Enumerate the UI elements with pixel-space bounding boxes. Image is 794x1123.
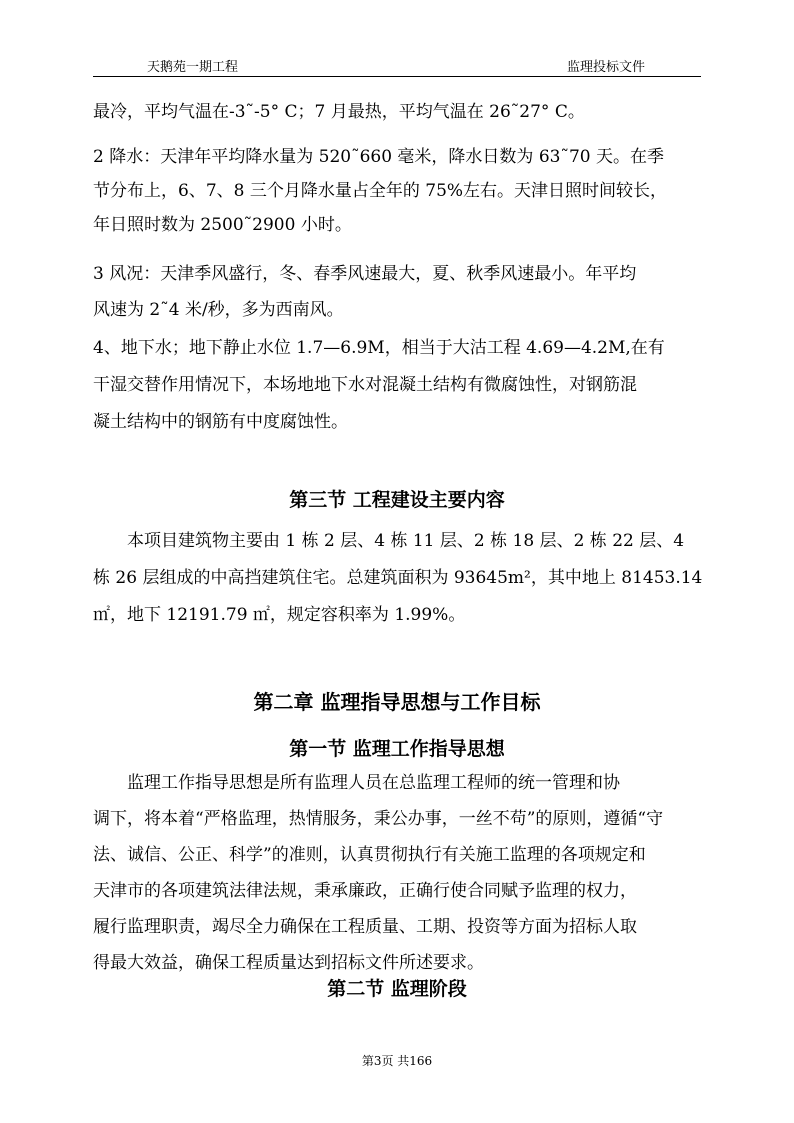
- wind-paragraph: [93, 256, 705, 328]
- guiding-line-4: 天津市的各项建筑法律法规，秉承廉政，正确行使合同赋予监理的权力，: [93, 881, 637, 901]
- guiding-line-2: 调下，将本着“严格监理，热情服务，秉公办事，一丝不苟”的原则，遵循“守: [93, 809, 664, 829]
- chapter2-section2-title: 第二节 监理阶段: [327, 978, 467, 1000]
- guiding-line-1: 监理工作指导思想是所有监理人员在总监理工程师的统一管理和协: [93, 773, 620, 793]
- wind-line-1: 3 风况：天津季风盛行，冬、春季风速最大，夏、秋季风速最小。年平均: [93, 264, 637, 284]
- guiding-philosophy-paragraph: [93, 765, 705, 981]
- groundwater-line-1: 4、地下水；地下静止水位 1.7—6.9M，相当于大沽工程 4.69—4.2M,在有: [93, 338, 665, 358]
- guiding-line-3: 法、诚信、公正、科学”的准则，认真贯彻执行有关施工监理的各项规定和: [93, 845, 646, 865]
- header-document-type: 监理投标文件: [566, 60, 645, 75]
- precipitation-line-3: 年日照时数为 2500˜2900 小时。: [93, 215, 352, 235]
- guiding-line-5: 履行监理职责，竭尽全力确保在工程质量、工期、投资等方面为招标人取: [93, 917, 637, 937]
- chapter2-title: 第二章 监理指导思想与工作目标: [253, 690, 541, 714]
- page-footer: 第3页 共166: [361, 1054, 433, 1068]
- chapter2-section1-title: 第一节 监理工作指导思想: [289, 738, 505, 760]
- guiding-line-6: 得最大效益，确保工程质量达到招标文件所述要求。: [93, 953, 484, 973]
- header-project-name: 天鹅苑一期工程: [147, 60, 239, 75]
- section3-line-1: 本项目建筑物主要由 1 栋 2 层、4 栋 11 层、2 栋 18 层、2 栋 22 层、4: [93, 531, 685, 551]
- temperature-line: 最冷，平均气温在-3˜-5° C；7 月最热，平均气温在 26˜27° C。: [93, 102, 585, 122]
- section3-line-3: ㎡，地下 12191.79 ㎡，规定容积率为 1.99%。: [93, 605, 466, 625]
- precipitation-paragraph: [93, 140, 705, 242]
- section3-paragraph: [93, 523, 705, 634]
- groundwater-paragraph: [93, 330, 705, 441]
- groundwater-line-3: 凝土结构中的钢筋有中度腐蚀性。: [93, 412, 348, 432]
- section3-line-2: 栋 26 层组成的中高挡建筑住宅。总建筑面积为 93645m²，其中地上 81453.14: [93, 568, 703, 588]
- groundwater-line-2: 干湿交替作用情况下，本场地地下水对混凝土结构有微腐蚀性，对钢筋混: [93, 375, 637, 395]
- precipitation-line-2: 节分布上，6、7、8 三个月降水量占全年的 75%左右。天津日照时间较长，: [93, 181, 668, 201]
- climate-temperature-paragraph: [93, 98, 705, 126]
- page-header: [93, 54, 701, 77]
- section3-title: 第三节 工程建设主要内容: [289, 489, 505, 511]
- precipitation-line-1: 2 降水：天津年平均降水量为 520˜660 毫米，降水日数为 63˜70 天。在季: [93, 147, 664, 167]
- wind-line-2: 风速为 2˜4 米/秒，多为西南风。: [93, 300, 344, 320]
